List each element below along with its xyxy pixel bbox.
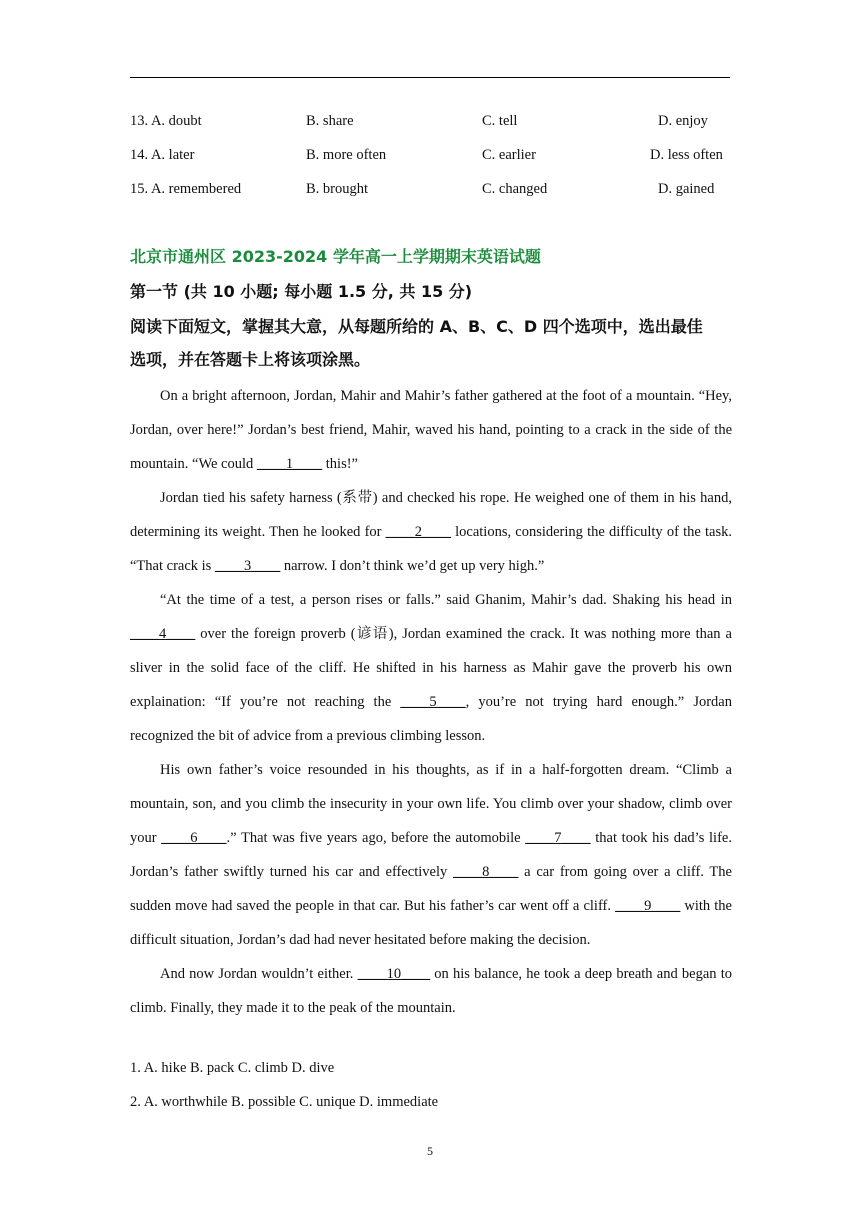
option-d: D. enjoy xyxy=(658,113,708,129)
blank-1: ____1____ xyxy=(256,456,323,472)
option-b: B. brought xyxy=(306,181,369,197)
option-c: C. tell xyxy=(482,113,518,129)
section-title: 第一节 (共 10 小题; 每小题 1.5 分, 共 15 分) xyxy=(130,282,473,301)
question-2-options: 2. A. worthwhile B. possible C. unique D. immediate xyxy=(130,1094,439,1110)
passage-paragraph-4: His own father’s voice resounded in his thoughts, as if in a half-forgotten dream. “Climb a mountain, son, and you climb the insecurity in your own life. You climb over your shadow, climb over your ____6____.” That was five years ago, before the automobile ____7____ that took his dad’s life. Jordan’s father swiftly turned his car and effectively ____8____ a car from going over a cliff. The sudden move had saved the people in that car. But his father’s car went off a cliff. ____9____ with the difficult situation, Jordan’s dad had never hesitated before making the decision. xyxy=(130,762,732,948)
instructions-line-1: 阅读下面短文，掌握其大意，从每题所给的 A、B、C、D 四个选项中，选出最佳 xyxy=(130,317,703,336)
passage-paragraph-3: “At the time of a test, a person rises or falls.” said Ghanim, Mahir’s dad. Shaking his head in ____4____ over the foreign proverb (谚语), Jordan examined the crack. It was nothing more than a sliver in the solid face of the cliff. He shifted in his harness as Mahir gave the proverb his own explaination: “If you’re not reaching the ____5____, you’re not trying hard enough.” Jordan recognized the bit of advice from a previous climbing lesson. xyxy=(130,592,732,744)
blank-10: ____10____ xyxy=(357,966,431,982)
blank-9: ____9____ xyxy=(615,898,681,914)
blank-4: ____4____ xyxy=(130,626,196,642)
blank-5: ____5____ xyxy=(400,694,466,710)
passage-paragraph-2: Jordan tied his safety harness (系带) and checked his rope. He weighed one of them in his hand, determining its weight. Then he looked for ____2____ locations, considering the difficulty of the task. “That crack is ____3____ narrow. I don’t think we’d get up very high.” xyxy=(130,490,732,574)
question-1-options: 1. A. hike B. pack C. climb D. dive xyxy=(130,1060,335,1076)
blank-3: ____3____ xyxy=(214,558,281,574)
blank-2: ____2____ xyxy=(385,524,451,540)
header-rule xyxy=(130,77,730,78)
option-row-14 xyxy=(0,147,860,167)
option-b: B. more often xyxy=(306,147,387,163)
blank-7: ____7____ xyxy=(525,830,591,846)
option-d: D. gained xyxy=(658,181,715,197)
option-d: D. less often xyxy=(650,147,723,163)
passage-paragraph-5: And now Jordan wouldn’t either. ____10____ on his balance, he took a deep breath and began to climb. Finally, they made it to the peak of the mountain. xyxy=(130,966,733,1016)
option-c: C. earlier xyxy=(482,147,536,163)
page-number: 5 xyxy=(427,1144,433,1158)
option-a: 14. A. later xyxy=(130,147,195,163)
blank-8: ____8____ xyxy=(453,864,519,880)
blank-6: ____6____ xyxy=(161,830,227,846)
exam-title: 北京市通州区 2023-2024 学年高一上学期期末英语试题 xyxy=(130,247,541,266)
option-a: 15. A. remembered xyxy=(130,181,242,197)
passage-paragraph-1: On a bright afternoon, Jordan, Mahir and Mahir’s father gathered at the foot of a mountain. “Hey, Jordan, over here!” Jordan’s best friend, Mahir, waved his hand, pointing to a crack in the side of the mountain. “We could ____1____ this!” xyxy=(130,388,732,472)
option-row-13 xyxy=(0,113,860,133)
reading-passage xyxy=(130,379,732,1025)
option-b: B. share xyxy=(306,113,354,129)
option-c: C. changed xyxy=(482,181,548,197)
instructions-line-2: 选项，并在答题卡上将该项涂黑。 xyxy=(130,350,371,369)
option-row-15 xyxy=(0,181,860,201)
option-a: 13. A. doubt xyxy=(130,113,202,129)
